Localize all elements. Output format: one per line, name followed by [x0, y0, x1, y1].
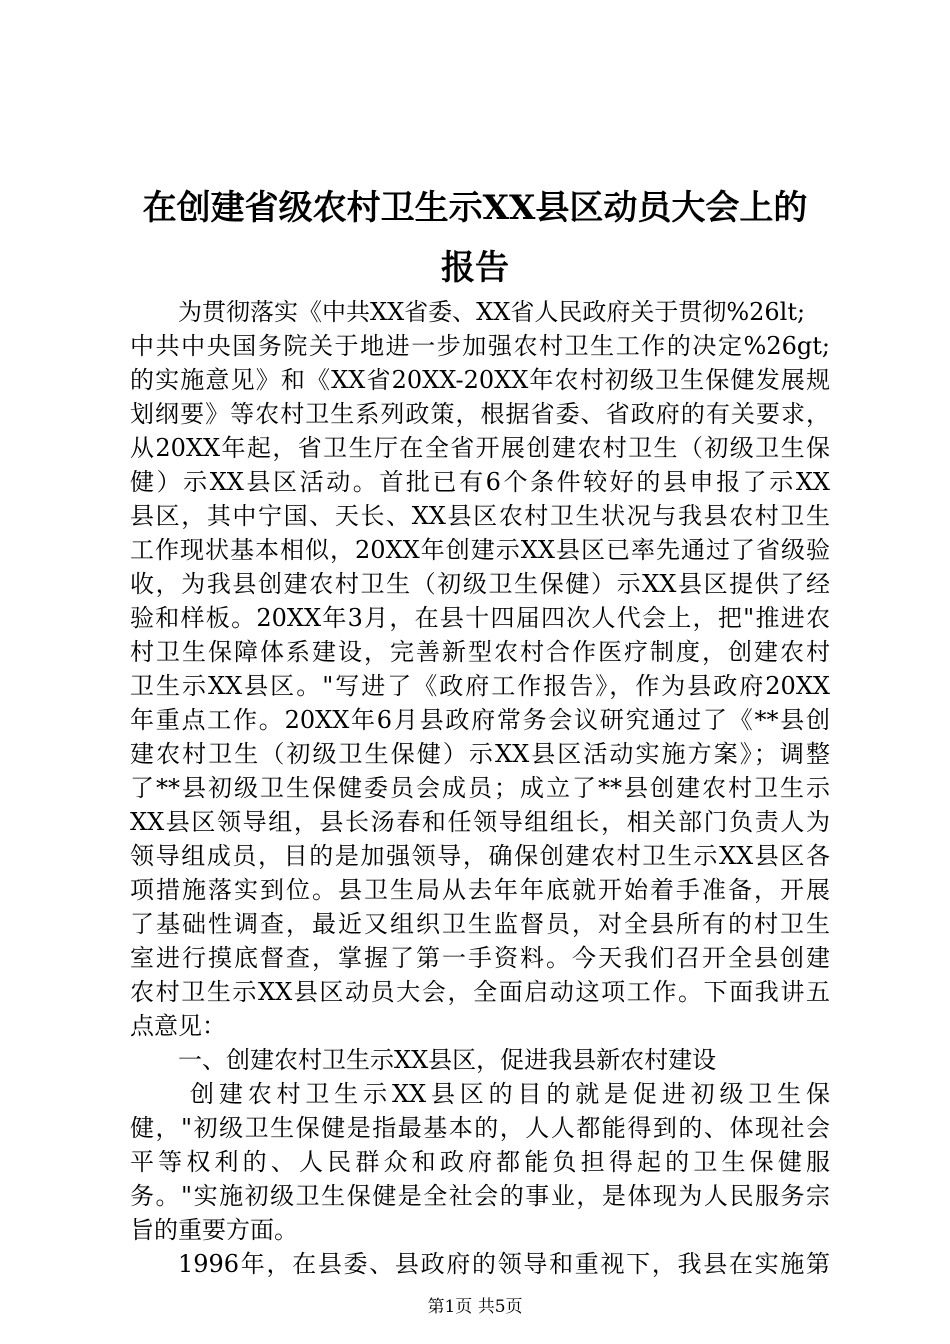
body-line: 农村卫生示XX县区动员大会，全面启动这项工作。下面我讲五	[130, 978, 830, 1006]
body-line: 健，"初级卫生保健是指最基本的，人人都能得到的、体现社会	[130, 1114, 830, 1142]
body-line: 健）示XX县区活动。首批已有6个条件较好的县申报了示XX	[130, 468, 830, 496]
document-title-line-2: 报告	[441, 248, 509, 288]
body-line: 县区，其中宁国、天长、XX县区农村卫生状况与我县农村卫生	[130, 502, 830, 530]
body-line: 室进行摸底督查，掌握了第一手资料。今天我们召开全县创建	[130, 944, 830, 972]
body-line: 从20XX年起，省卫生厅在全省开展创建农村卫生（初级卫生保	[130, 434, 830, 462]
body-line: 点意见：	[130, 1012, 226, 1040]
body-line: 村卫生保障体系建设，完善新型农村合作医疗制度，创建农村	[130, 638, 830, 666]
body-line: 划纲要》等农村卫生系列政策，根据省委、省政府的有关要求，	[130, 400, 830, 428]
body-line: 收，为我县创建农村卫生（初级卫生保健）示XX县区提供了经	[130, 570, 830, 598]
body-line: 旨的重要方面。	[130, 1216, 298, 1244]
body-line: 的实施意见》和《XX省20XX-20XX年农村初级卫生保健发展规	[130, 366, 830, 394]
body-line: 了基础性调查，最近又组织卫生监督员，对全县所有的村卫生	[130, 910, 830, 938]
body-line: 中共中央国务院关于地进一步加强农村卫生工作的决定%26gt;	[130, 332, 830, 360]
body-line: 建农村卫生（初级卫生保健）示XX县区活动实施方案》；调整	[130, 740, 830, 768]
body-line: 1996年，在县委、县政府的领导和重视下，我县在实施第	[178, 1250, 830, 1278]
section-heading: 一、创建农村卫生示XX县区，促进我县新农村建设	[178, 1046, 717, 1074]
body-line: 项措施落实到位。县卫生局从去年年底就开始着手准备，开展	[130, 876, 830, 904]
body-line: 卫生示XX县区。"写进了《政府工作报告》，作为县政府20XX	[130, 672, 830, 700]
body-line: 务。"实施初级卫生保健是全社会的事业，是体现为人民服务宗	[130, 1182, 830, 1210]
page-footer: 第1页 共5页	[427, 1297, 523, 1317]
body-line: 平等权利的、人民群众和政府都能负担得起的卫生保健服	[130, 1148, 830, 1176]
body-line: 年重点工作。20XX年6月县政府常务会议研究通过了《**县创	[130, 706, 830, 734]
body-line: 工作现状基本相似，20XX年创建示XX县区已率先通过了省级验	[130, 536, 830, 564]
body-line: 验和样板。20XX年3月，在县十四届四次人代会上，把"推进农	[130, 604, 830, 632]
body-line: 了**县初级卫生保健委员会成员；成立了**县创建农村卫生示	[130, 774, 830, 802]
body-line: 为贯彻落实《中共XX省委、XX省人民政府关于贯彻%26lt;	[178, 298, 806, 326]
body-line: 创建农村卫生示XX县区的目的就是促进初级卫生保	[190, 1080, 830, 1108]
body-line: 领导组成员，目的是加强领导，确保创建农村卫生示XX县区各	[130, 842, 830, 870]
body-line: XX县区领导组，县长汤春和任领导组组长，相关部门负责人为	[130, 808, 830, 836]
document-title-line-1: 在创建省级农村卫生示XX县区动员大会上的	[142, 188, 808, 228]
